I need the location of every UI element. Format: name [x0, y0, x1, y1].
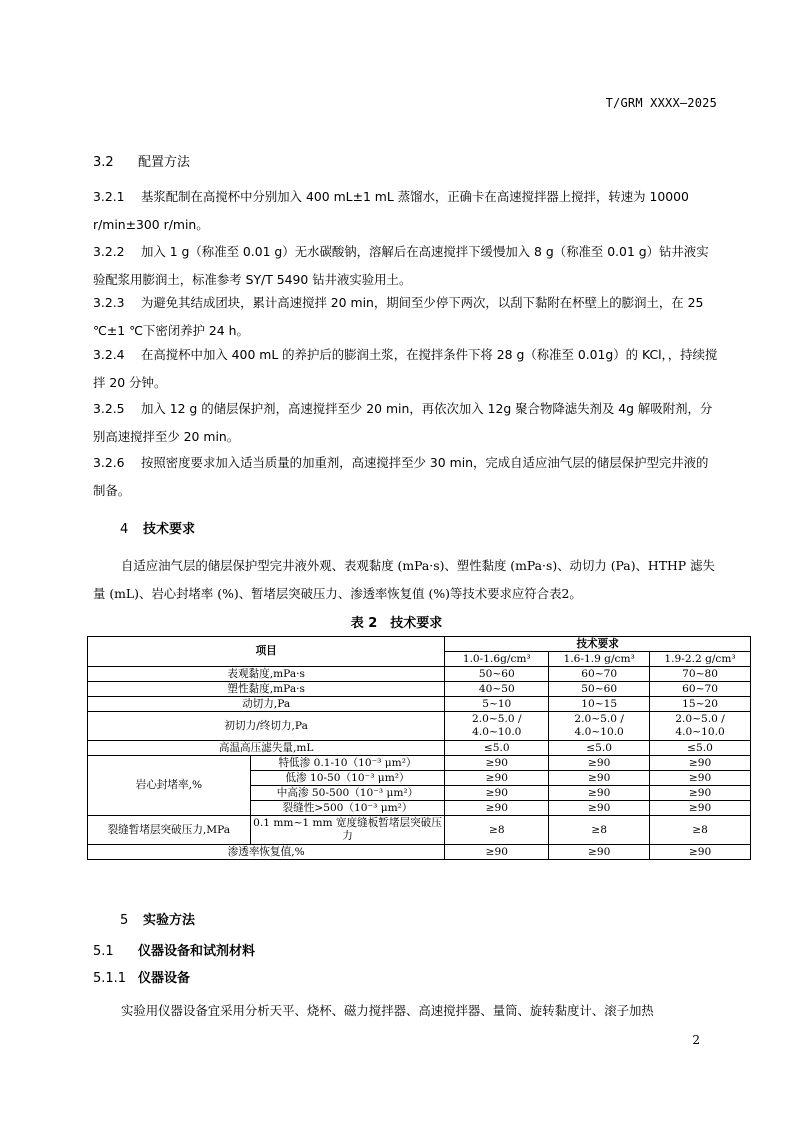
cell-value: 50~60 [549, 682, 650, 697]
cell-value: ≥90 [445, 845, 549, 860]
clause-text: 加入 1 g（称准至 0.01 g）无水碳酸钠，溶解后在高速搅拌下缓慢加入 8 g（称准至 0.01 g）钻井液实验配浆用膨润土，标准参考 SY/T 5490 钻井液实验用土。 [93, 244, 709, 287]
cell-value: 50~60 [445, 667, 549, 682]
cell-value: ≤5.0 [445, 741, 549, 756]
table-row [88, 816, 751, 845]
row-label: 岩心封堵率,% [88, 756, 251, 816]
row-sublabel: 低渗 10-50（10⁻³ μm²） [250, 771, 445, 786]
section-4-body: 自适应油气层的储层保护型完井液外观、表观黏度 (mPa·s)、塑性黏度 (mPa·s)、动切力 (Pa)、HTHP 滤失量 (mL)、岩心封堵率 (%)、暂堵层突破压力、渗透率恢复值 (%)等技术要求应符合表2。 [93, 558, 715, 601]
section-title: 配置方法 [138, 155, 191, 170]
table-row [88, 712, 751, 741]
row-sublabel: 裂缝性>500（10⁻³ μm²） [250, 801, 445, 816]
paragraph-3-2-6 [93, 449, 719, 505]
section-5-1-heading [93, 942, 255, 962]
paragraph-3-2-4 [93, 341, 719, 397]
clause-text: 为避免其结成团块，累计高速搅拌 20 min，期间至少停下两次，以刮下黏附在杯壁上的膨润土，在 25 ℃±1 ℃下密闭养护 24 h。 [93, 295, 704, 338]
cell-value: ≤5.0 [549, 741, 650, 756]
row-label: 初切力/终切力,Pa [88, 712, 445, 741]
row-label: 渗透率恢复值,% [88, 845, 445, 860]
section-number: 4 [120, 522, 129, 537]
row-sublabel: 0.1 mm~1 mm 宽度缝板暂堵层突破压力 [250, 816, 445, 845]
cell-value: ≥90 [650, 801, 751, 816]
row-label: 高温高压滤失量,mL [88, 741, 445, 756]
section-title: 实验方法 [143, 913, 196, 928]
cell-value: ≥90 [445, 801, 549, 816]
clause-number: 3.2.3 [93, 295, 125, 310]
paragraph-3-2-2 [93, 238, 719, 294]
cell-value: 15~20 [650, 697, 751, 712]
row-label: 塑性黏度,mPa·s [88, 682, 445, 697]
section-title: 仪器设备和试剂材料 [138, 944, 256, 959]
cell-value: 2.0~5.0 / 4.0~10.0 [650, 712, 751, 741]
cell-value: 40~50 [445, 682, 549, 697]
cell-value: 2.0~5.0 / 4.0~10.0 [445, 712, 549, 741]
cell-value: ≥90 [549, 771, 650, 786]
cell-value: ≥90 [650, 756, 751, 771]
cell-value: ≥90 [445, 786, 549, 801]
cell-value: ≤5.0 [650, 741, 751, 756]
paragraph-3-2-5 [93, 395, 719, 451]
cell-value: ≥90 [445, 756, 549, 771]
row-sublabel: 特低渗 0.1-10（10⁻³ μm²） [250, 756, 445, 771]
clause-text: 在高搅杯中加入 400 mL 的养护后的膨润土浆，在搅拌条件下将 28 g（称准至 0.01g）的 KCl，，持续搅拌 20 分钟。 [93, 347, 718, 390]
table-row [88, 667, 751, 682]
cell-value: ≥8 [650, 816, 751, 845]
clause-number: 3.2.1 [93, 189, 125, 204]
cell-value: 70~80 [650, 667, 751, 682]
clause-number: 3.2.4 [93, 347, 125, 362]
table-row [88, 697, 751, 712]
technical-requirements-table [87, 636, 751, 860]
cell-value: 5~10 [445, 697, 549, 712]
density-column-header: 1.0-1.6g/cm³ [445, 652, 549, 667]
table-row [88, 741, 751, 756]
table-row [88, 682, 751, 697]
clause-number: 3.2.6 [93, 455, 125, 470]
cell-value: ≥90 [650, 771, 751, 786]
header-group: 技术要求 [445, 637, 751, 652]
cell-value: 10~15 [549, 697, 650, 712]
cell-value: 60~70 [650, 682, 751, 697]
clause-number: 3.2.2 [93, 244, 125, 259]
section-number: 3.2 [93, 155, 114, 170]
paragraph-3-2-1 [93, 183, 719, 239]
cell-value: ≥8 [445, 816, 549, 845]
paragraph-3-2-3 [93, 289, 719, 345]
row-label: 表观黏度,mPa·s [88, 667, 445, 682]
clause-text: 基浆配制在高搅杯中分别加入 400 mL±1 mL 蒸馏水，正确卡在高速搅拌器上搅拌，转速为 10000 r/min±300 r/min。 [93, 189, 689, 232]
page-number: 2 [692, 1033, 700, 1047]
cell-value: ≥90 [549, 786, 650, 801]
cell-value: 2.0~5.0 / 4.0~10.0 [549, 712, 650, 741]
row-label: 动切力,Pa [88, 697, 445, 712]
cell-value: 60~70 [549, 667, 650, 682]
clause-text: 按照密度要求加入适当质量的加重剂，高速搅拌至少 30 min，完成自适应油气层的储层保护型完井液的制备。 [93, 455, 709, 498]
density-column-header: 1.6-1.9 g/cm³ [549, 652, 650, 667]
table-row [88, 756, 751, 771]
cell-value: ≥90 [549, 801, 650, 816]
cell-value: ≥8 [549, 816, 650, 845]
section-4-heading [120, 518, 195, 537]
section-5-1-1-heading [93, 969, 190, 989]
section-number: 5.1 [93, 944, 114, 959]
table-row [88, 845, 751, 860]
table-caption: 表 2 技术要求 [350, 616, 443, 631]
section-5-body: 实验用仪器设备宜采用分析天平、烧杯、磁力搅拌器、高速搅拌器、量筒、旋转黏度计、滚子加热 [121, 1003, 654, 1018]
row-sublabel: 中高渗 50-500（10⁻³ μm²） [250, 786, 445, 801]
cell-value: ≥90 [549, 756, 650, 771]
row-label: 裂缝暂堵层突破压力,MPa [88, 816, 251, 845]
cell-value: ≥90 [445, 771, 549, 786]
cell-value: ≥90 [549, 845, 650, 860]
section-number: 5 [120, 913, 129, 928]
density-column-header: 1.9-2.2 g/cm³ [650, 652, 751, 667]
section-5-heading [120, 909, 195, 928]
standard-code: T/GRM XXXX—2025 [605, 96, 717, 110]
section-3-2-heading [93, 153, 190, 173]
cell-value: ≥90 [650, 786, 751, 801]
clause-number: 3.2.5 [93, 401, 125, 416]
header-item: 项目 [88, 637, 445, 667]
section-title: 仪器设备 [138, 971, 191, 986]
section-number: 5.1.1 [93, 971, 127, 986]
cell-value: ≥90 [650, 845, 751, 860]
section-title: 技术要求 [143, 522, 196, 537]
clause-text: 加入 12 g 的储层保护剂，高速搅拌至少 20 min，再依次加入 12g 聚合物降滤失剂及 4g 解吸附剂，分别高速搅拌至少 20 min。 [93, 401, 713, 444]
